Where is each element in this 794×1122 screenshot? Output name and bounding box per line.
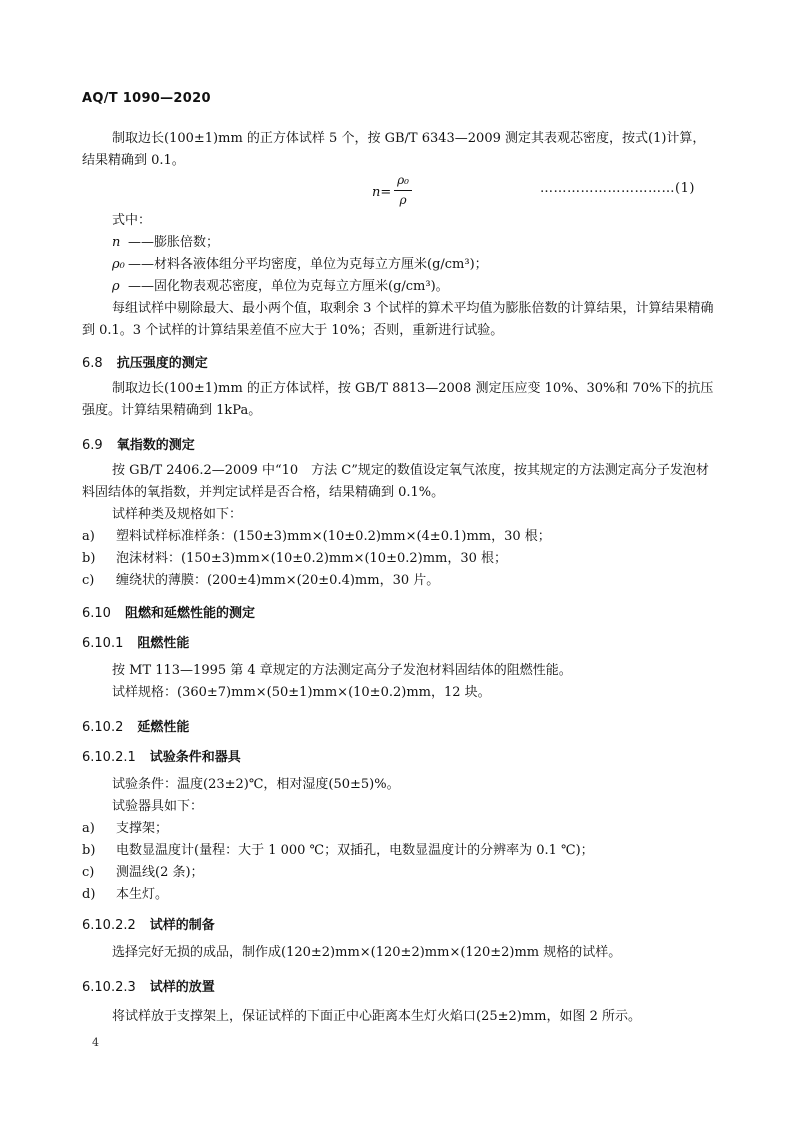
section-title: 抗压强度的测定 — [116, 356, 208, 371]
section-number: 6.10.1 — [82, 636, 124, 651]
section-title: 试样的制备 — [149, 918, 215, 933]
list-marker: b) — [82, 551, 96, 566]
list-marker: c) — [82, 573, 95, 588]
section-title: 氧指数的测定 — [116, 438, 195, 453]
section-number: 6.10.2.3 — [82, 980, 136, 995]
list-text: 支撑架； — [116, 821, 169, 836]
list-item — [82, 526, 551, 548]
symbol-row — [112, 276, 449, 298]
section-number: 6.10 — [82, 606, 111, 621]
list-text: 塑料试样标准样条：(150±3)mm×(10±0.2)mm×(4±0.1)mm，30 根； — [116, 529, 551, 544]
list-text: 本生灯。 — [116, 887, 169, 902]
formula-lhs: n= — [372, 185, 392, 200]
symbol: ρ — [112, 279, 120, 294]
list-text: 测温线(2 条)； — [116, 865, 204, 880]
section-heading-6-10 — [82, 602, 255, 621]
list-marker: b) — [82, 843, 96, 858]
symbol: ρ₀ — [112, 257, 125, 272]
formula-denominator: ρ — [399, 193, 407, 207]
symbol: n — [112, 235, 121, 250]
list-text: 缠绕状的薄膜：(200±4)mm×(20±0.4)mm，30 片。 — [116, 573, 440, 588]
section-heading-6-10-2 — [82, 716, 189, 735]
section-heading-6-10-2-1 — [82, 746, 241, 765]
paragraph-density: 制取边长(100±1)mm 的正方体试样 5 个，按 GB/T 6343—2009 测定其表观芯密度，按式(1)计算，结果精确到 0.1。 — [82, 131, 706, 168]
paragraph-sample-prep: 选择完好无损的成品，制作成(120±2)mm×(120±2)mm×(120±2)mm 规格的试样。 — [112, 945, 622, 960]
formula-fraction — [394, 173, 412, 207]
symbol-desc: ——膨胀倍数； — [128, 235, 220, 250]
paragraph-sample-placement: 将试样放于支撑架上，保证试样的下面正中心距离本生灯火焰口(25±2)mm，如图 2 所示。 — [112, 1009, 642, 1024]
section-number: 6.10.2.2 — [82, 918, 136, 933]
paragraph-compression: 制取边长(100±1)mm 的正方体试样，按 GB/T 8813—2008 测定压应变 10%、30%和 70%下的抗压强度。计算结果精确到 1kPa。 — [82, 381, 714, 418]
where-label: 式中： — [112, 213, 152, 228]
section-heading-6-10-2-2 — [82, 914, 215, 933]
list-text: 泡沫材料：(150±3)mm×(10±0.2)mm×(10±0.2)mm，30 根； — [116, 551, 508, 566]
list-text: 电数显温度计(量程：大于 1 000 ℃；双插孔，电数显温度计的分辨率为 0.1 ℃)； — [116, 843, 594, 858]
section-number: 6.10.2.1 — [82, 750, 136, 765]
paragraph-flame-retardant: 按 MT 113—1995 第 4 章规定的方法测定高分子发泡材料固结体的阻燃性能。 — [112, 663, 572, 678]
fraction-bar — [394, 190, 412, 191]
symbol-desc: ——材料各液体组分平均密度，单位为克每立方厘米(g/cm³)； — [128, 257, 488, 272]
section-heading-6-10-2-3 — [82, 976, 215, 995]
paragraph-oxygen-index: 按 GB/T 2406.2—2009 中“10 方法 C”规定的数值设定氧气浓度，按其规定的方法测定高分子发泡材料固结体的氧指数，并判定试样是否合格，结果精确到 0.1%。 — [82, 463, 709, 500]
formula-number: …………………………(1) — [540, 181, 695, 196]
section-title: 试验条件和器具 — [149, 750, 241, 765]
formula-numerator: ρ₀ — [397, 173, 409, 187]
section-heading-6-9 — [82, 434, 195, 453]
section-number: 6.10.2 — [82, 720, 124, 735]
section-title: 阻燃性能 — [137, 636, 190, 651]
equip-intro: 试验器具如下： — [112, 799, 204, 814]
section-title: 试样的放置 — [149, 980, 215, 995]
section-heading-6-8 — [82, 352, 208, 371]
symbol-row — [112, 254, 488, 276]
symbol-row — [112, 232, 219, 254]
list-marker: d) — [82, 887, 96, 902]
list-item — [82, 884, 168, 906]
section-heading-6-10-1 — [82, 632, 189, 651]
list-marker: a) — [82, 529, 95, 544]
list-item — [82, 862, 204, 884]
section-number: 6.8 — [82, 356, 103, 371]
spec-intro: 试样种类及规格如下： — [112, 507, 243, 522]
formula-expansion-ratio — [372, 173, 432, 217]
list-item — [82, 570, 439, 592]
list-item — [82, 548, 507, 570]
list-marker: a) — [82, 821, 95, 836]
section-number: 6.9 — [82, 438, 103, 453]
test-conditions: 试验条件：温度(23±2)℃，相对湿度(50±5)%。 — [112, 777, 400, 792]
spec-flame-retardant: 试样规格：(360±7)mm×(50±1)mm×(10±0.2)mm，12 块。 — [112, 685, 491, 700]
list-item — [82, 818, 168, 840]
list-item — [82, 840, 594, 862]
standard-code: AQ/T 1090—2020 — [82, 91, 211, 106]
paragraph-calc-result: 每组试样中剔除最大、最小两个值，取剩余 3 个试样的算术平均值为膨胀倍数的计算结果，计算结果精确到 0.1。3 个试样的计算结果差值不应大于 10%；否则，重新进行试验。 — [82, 301, 714, 338]
symbol-desc: ——固化物表观芯密度，单位为克每立方厘米(g/cm³)。 — [128, 279, 449, 294]
page-number: 4 — [92, 1036, 99, 1049]
section-title: 阻燃和延燃性能的测定 — [124, 606, 255, 621]
section-title: 延燃性能 — [137, 720, 190, 735]
list-marker: c) — [82, 865, 95, 880]
